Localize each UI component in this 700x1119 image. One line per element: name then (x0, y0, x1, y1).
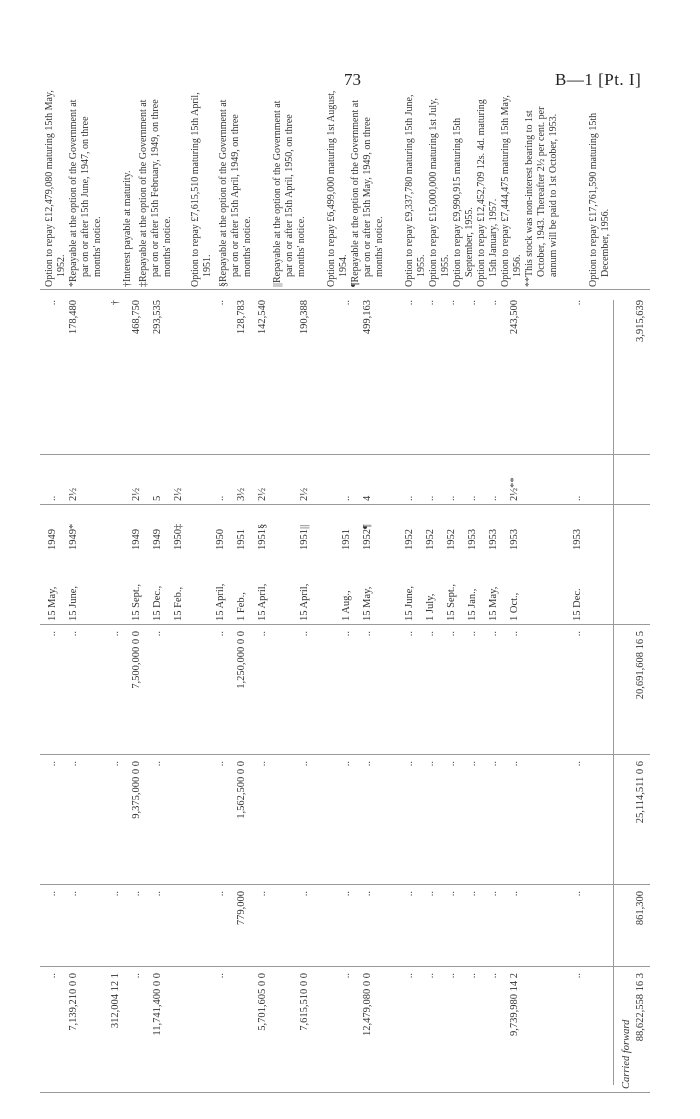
footnote (350, 87, 386, 287)
cell-date: 15 Dec. (572, 588, 583, 621)
cell-amount: 5,701,605 0 0 (257, 973, 268, 1031)
footnote (404, 87, 428, 287)
cell-c2: .. (299, 761, 310, 767)
cell-int: 128,783 (236, 300, 247, 335)
total-interest: 3,915,639 (635, 300, 646, 342)
cell-date: 1 July, (425, 593, 436, 621)
cell-c2: .. (341, 761, 352, 767)
footnote (44, 87, 68, 287)
cell-amount: .. (341, 973, 352, 979)
footnote-text: Option to repay £12,452,709 12s. 4d. maturing 15th January, 1957. (476, 99, 499, 287)
cell-amount: 7,139,210 0 0 (68, 973, 79, 1031)
cell-c2: .. (572, 761, 583, 767)
footnote (68, 87, 104, 287)
footnote-text: †Interest payable at maturity. (122, 170, 133, 287)
footnote (190, 87, 214, 287)
cell-c3: 7,500,000 0 0 (131, 631, 142, 689)
cell-rate: 2½ (131, 487, 142, 501)
cell-c3: .. (47, 631, 58, 637)
table-row (109, 85, 122, 1095)
cell-c2: .. (425, 761, 436, 767)
footnote (218, 87, 254, 287)
cell-date: 15 Dec., (152, 585, 163, 621)
cell-c1: .. (68, 891, 79, 897)
cell-year: 1949 (47, 529, 58, 550)
cell-c3: .. (257, 631, 268, 637)
cell-int: .. (47, 300, 58, 306)
cell-c1: .. (341, 891, 352, 897)
cell-rate: 4 (362, 495, 373, 501)
footnote (452, 87, 476, 287)
cell-amount: .. (47, 973, 58, 979)
cell-year: 1951 (236, 529, 247, 550)
cell-rate: .. (572, 495, 583, 501)
table-row (256, 85, 269, 1095)
cell-c1: .. (131, 891, 142, 897)
footnote-text: Option to repay £9,990,915 maturing 15th September, 1955. (452, 117, 475, 287)
footnote (500, 87, 524, 287)
cell-rate: .. (47, 495, 58, 501)
cell-amount: .. (467, 973, 478, 979)
cell-date: 15 April, (257, 583, 268, 621)
cell-c2: .. (446, 761, 457, 767)
rotated-table (40, 85, 650, 1095)
cell-rate: .. (404, 495, 415, 501)
totals-values (634, 85, 647, 1095)
cell-amount: 312,004 12 1 (110, 973, 121, 1029)
cell-year: 1951|| (299, 524, 310, 550)
cell-amount: .. (404, 973, 415, 979)
cell-c1: .. (446, 891, 457, 897)
footnote-text: ¶Repayable at the option of the Government at par on or after 15th May, 1949, on three months' notice. (350, 100, 385, 287)
cell-date: 15 May, (488, 586, 499, 621)
cell-c1: .. (467, 891, 478, 897)
cell-c3: .. (299, 631, 310, 637)
cell-date: 15 Sept., (446, 583, 457, 621)
cell-date: 15 June, (404, 586, 415, 621)
cell-amount: 7,615,510 0 0 (299, 973, 310, 1031)
cell-date: 15 Jan., (467, 588, 478, 621)
cell-int: 293,535 (152, 300, 163, 335)
cell-int: 499,163 (362, 300, 373, 335)
carried-forward-label: Carried forward (621, 1019, 632, 1089)
footnote-text: ‡Repayable at the option of the Government at par on or after 15th February, 1949, on three months' notice. (138, 99, 173, 287)
cell-year: 1952 (446, 529, 457, 550)
cell-rate: 2½ (257, 487, 268, 501)
total-col2: 25,114,511 0 6 (635, 761, 646, 824)
cell-year: 1949 (152, 529, 163, 550)
footnote-text: Option to repay £9,337,780 maturing 15th June, 1955. (404, 94, 427, 287)
cell-c3: .. (446, 631, 457, 637)
cell-rate: 2½ (68, 487, 79, 501)
footnote-text: ||Repayable at the option of the Government at par on or after 15th April, 1950, on three months' notice. (272, 100, 307, 287)
cell-rate: .. (215, 495, 226, 501)
footnote-text: Option to repay £6,499,000 maturing 1st August, 1954. (326, 90, 349, 287)
cell-amount: .. (215, 973, 226, 979)
total-amount: 88,622,558 16 3 (635, 973, 646, 1042)
cell-date: 15 June, (68, 586, 79, 621)
cell-year: 1952 (404, 529, 415, 550)
cell-c2: .. (467, 761, 478, 767)
cell-amount: .. (488, 973, 499, 979)
footnote (272, 87, 308, 287)
cell-date: 1 Aug., (341, 590, 352, 621)
cell-rate: .. (446, 495, 457, 501)
cell-year: 1949 (131, 529, 142, 550)
cell-int: † (110, 300, 121, 306)
cell-c3: .. (362, 631, 373, 637)
cell-int: 178,480 (68, 300, 79, 335)
cell-amount: .. (425, 973, 436, 979)
cell-amount: 11,741,400 0 0 (152, 973, 163, 1036)
cell-c2: .. (68, 761, 79, 767)
cell-c3: .. (467, 631, 478, 637)
cell-c3: .. (110, 631, 121, 637)
page-number: 73 (344, 70, 361, 89)
cell-int: 243,500 (509, 300, 520, 335)
cell-c3: .. (341, 631, 352, 637)
cell-c2: .. (47, 761, 58, 767)
footnote-text: **This stock was non-interest bearing to 1st October, 1943. Thereafter 2½ per cent. per annum will be paid to 1st October, 1953. (524, 106, 559, 287)
cell-c1: .. (404, 891, 415, 897)
cell-rate: .. (425, 495, 436, 501)
cell-c1: .. (47, 891, 58, 897)
cell-amount: 12,479,080 0 0 (362, 973, 373, 1036)
cell-c2: .. (488, 761, 499, 767)
cell-c1: .. (152, 891, 163, 897)
total-col1: 861,300 (635, 891, 646, 926)
cell-amount: .. (572, 973, 583, 979)
cell-int: 142,540 (257, 300, 268, 335)
footnote-text: Option to repay £17,761,590 maturing 15th December, 1956. (588, 112, 611, 287)
cell-c1: .. (509, 891, 520, 897)
footnote (524, 87, 560, 287)
cell-year: 1953 (509, 529, 520, 550)
cell-int: .. (572, 300, 583, 306)
cell-amount: 9,739,980 14 2 (509, 973, 520, 1036)
cell-int: 190,388 (299, 300, 310, 335)
cell-date: 1 Oct., (509, 592, 520, 621)
cell-amount: .. (131, 973, 142, 979)
cell-year: 1950 (215, 529, 226, 550)
footnote-text: Option to repay £7,444,475 maturing 15th May, 1956. (500, 95, 523, 287)
cell-c2: 1,562,500 0 0 (236, 761, 247, 819)
cell-c3: .. (425, 631, 436, 637)
footnote-text: §Repayable at the option of the Government at par on or after 15th April, 1949, on three months' notice. (218, 99, 253, 287)
table-row (571, 85, 584, 1095)
cell-year: 1951§ (257, 523, 268, 550)
cell-year: 1951 (341, 529, 352, 550)
cell-c2: .. (110, 761, 121, 767)
cell-date: 1 Feb., (236, 592, 247, 621)
cell-int: .. (341, 300, 352, 306)
cell-c2: .. (215, 761, 226, 767)
section-heading: B—1 [Pt. I] (555, 70, 642, 89)
cell-c1: .. (425, 891, 436, 897)
footnote-text: Option to repay £7,615,510 maturing 15th April, 1951. (190, 92, 213, 287)
cell-year: 1953 (467, 529, 478, 550)
cell-year: 1953 (488, 529, 499, 550)
cell-c1: .. (215, 891, 226, 897)
cell-date: 15 April, (299, 583, 310, 621)
cell-c3: .. (152, 631, 163, 637)
cell-rate: .. (467, 495, 478, 501)
cell-c1: .. (110, 891, 121, 897)
cell-c1: .. (362, 891, 373, 897)
footnote (428, 87, 452, 287)
cell-date: 15 Sept., (131, 583, 142, 621)
footnote (588, 87, 612, 287)
cell-int: .. (446, 300, 457, 306)
cell-c1: .. (572, 891, 583, 897)
total-col3: 20,691,608 16 5 (635, 631, 646, 700)
totals-rule (613, 300, 614, 1085)
cell-int: .. (404, 300, 415, 306)
cell-rate: .. (341, 495, 352, 501)
cell-rate: 3½ (236, 487, 247, 501)
cell-c2: 9,375,000 0 0 (131, 761, 142, 819)
cell-c1: .. (488, 891, 499, 897)
cell-int: .. (488, 300, 499, 306)
footnote (122, 87, 134, 287)
cell-date: 15 Feb., (173, 586, 184, 621)
footnote (138, 87, 174, 287)
cell-int: .. (215, 300, 226, 306)
cell-rate: 2½ (299, 487, 310, 501)
cell-c3: .. (488, 631, 499, 637)
cell-rate: 2½ (173, 487, 184, 501)
cell-date: 15 April, (215, 583, 226, 621)
cell-c3: .. (404, 631, 415, 637)
cell-int: .. (467, 300, 478, 306)
cell-c2: .. (362, 761, 373, 767)
cell-c3: .. (68, 631, 79, 637)
cell-rate: 5 (152, 495, 163, 501)
cell-c2: .. (152, 761, 163, 767)
cell-year: 1950‡ (173, 523, 184, 550)
totals-row (620, 85, 633, 1095)
cell-c2: .. (404, 761, 415, 767)
cell-c3: .. (509, 631, 520, 637)
cell-year: 1952 (425, 529, 436, 550)
cell-c3: .. (215, 631, 226, 637)
cell-c2: .. (257, 761, 268, 767)
cell-rate: 2½** (509, 477, 520, 501)
cell-c1: 779,000 (236, 891, 247, 926)
cell-date: 15 May, (362, 586, 373, 621)
footnote-text: Option to repay £15,000,000 maturing 1st July, 1955. (428, 97, 451, 287)
footnote-text: *Repayable at the option of the Government at par on or after 15th June, 1947, on three months' notice. (68, 99, 103, 287)
cell-c1: .. (299, 891, 310, 897)
cell-year: 1949* (68, 523, 79, 550)
cell-c3: .. (572, 631, 583, 637)
cell-int: 468,750 (131, 300, 142, 335)
cell-c2: .. (509, 761, 520, 767)
cell-c3: 1,250,000 0 0 (236, 631, 247, 689)
cell-int: .. (425, 300, 436, 306)
footnote (476, 87, 500, 287)
footnote (326, 87, 350, 287)
cell-date: 15 May, (47, 586, 58, 621)
cell-rate: .. (488, 495, 499, 501)
cell-c1: .. (257, 891, 268, 897)
cell-year: 1953 (572, 529, 583, 550)
cell-amount: .. (446, 973, 457, 979)
cell-year: 1952¶ (362, 524, 373, 550)
footnote-text: Option to repay £12,479,080 maturing 15th May, 1952. (44, 90, 67, 287)
